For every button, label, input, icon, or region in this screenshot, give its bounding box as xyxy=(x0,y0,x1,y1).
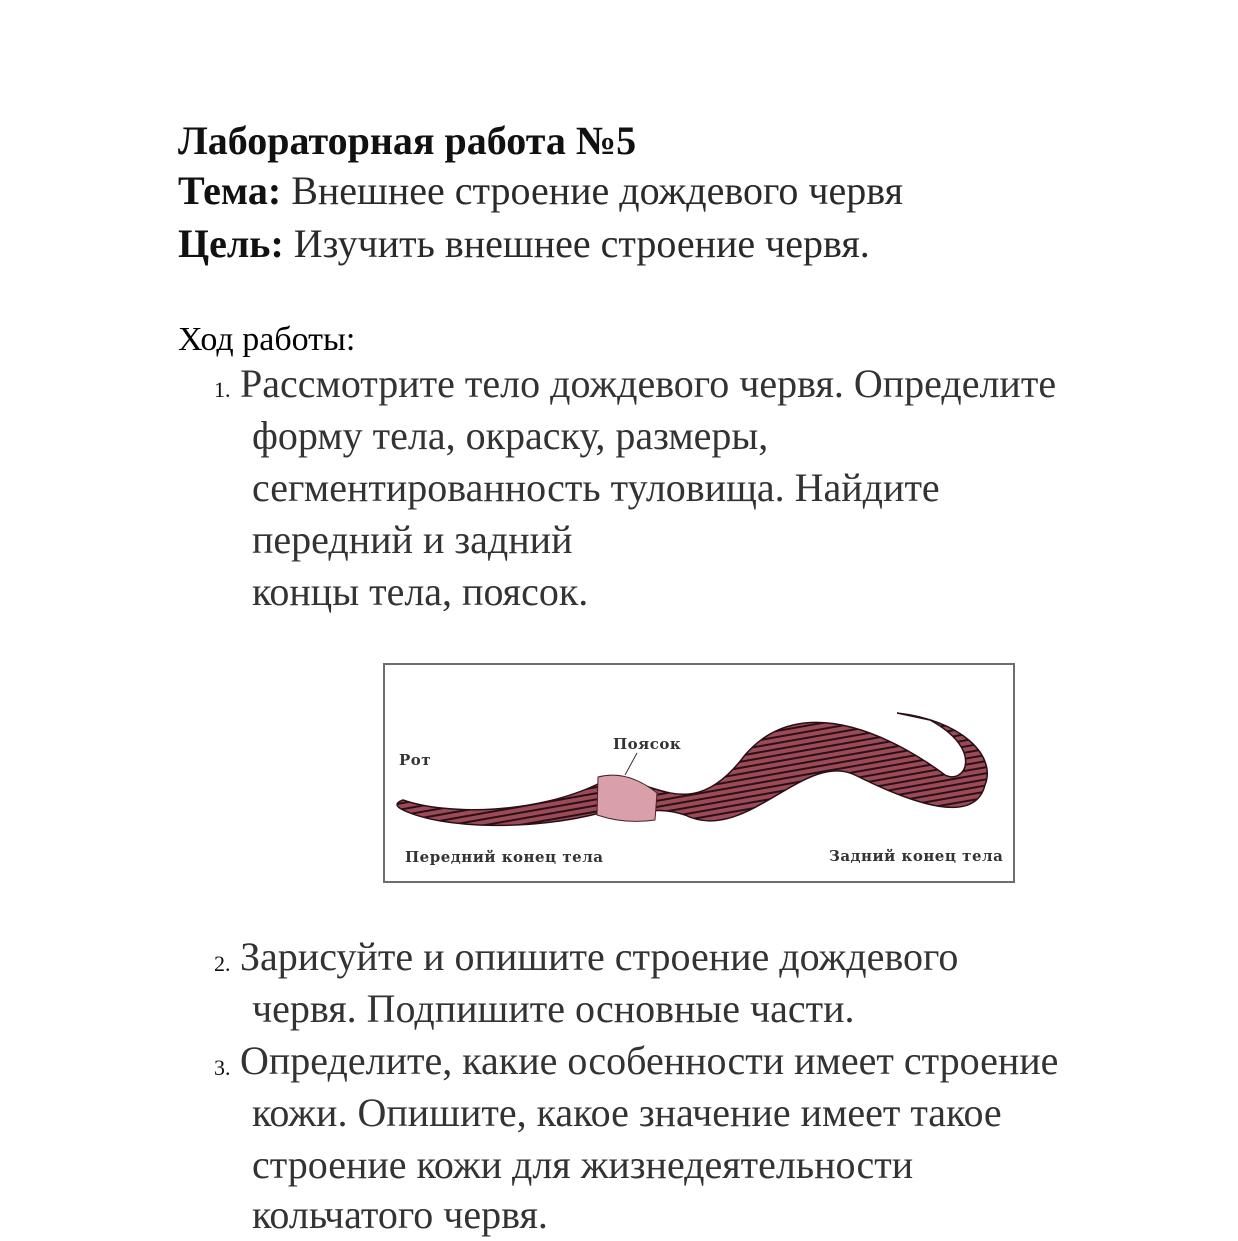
worm-belt xyxy=(597,775,657,821)
worm-body xyxy=(397,713,987,825)
step-1-line: передний и задний xyxy=(252,517,573,562)
step-1-line: концы тела, поясок. xyxy=(252,569,589,614)
step-3-line: Определите, какие особенности имеет строение xyxy=(240,1038,1059,1083)
topic-label: Тема: xyxy=(178,168,282,213)
step-number: 1. xyxy=(214,377,231,402)
procedure-heading: Ход работы: xyxy=(178,321,356,358)
page-title: Лабораторная работа №5 xyxy=(178,118,637,163)
step-2-line: червя. Подпишите основные части. xyxy=(252,986,855,1031)
step-1-line: Рассмотрите тело дождевого червя. Определите xyxy=(240,361,1057,406)
step-3-line: кольчатого червя. xyxy=(252,1192,548,1237)
step-1-line: форму тела, окраску, размеры, xyxy=(252,413,769,458)
goal-label: Цель: xyxy=(178,221,284,266)
belt-label: Поясок xyxy=(613,735,682,753)
earthworm-figure xyxy=(383,663,1015,883)
goal-value: Изучить внешнее строение червя. xyxy=(283,221,870,266)
step-3-line: кожи. Опишите, какое значение имеет такое xyxy=(252,1090,1002,1135)
step-number: 2. xyxy=(214,951,231,976)
goal-line xyxy=(178,219,870,269)
front-end-label: Передний конец тела xyxy=(405,848,604,866)
topic-value: Внешнее строение дождевого червя xyxy=(281,168,904,213)
mouth-label: Рот xyxy=(399,751,432,769)
step-number: 3. xyxy=(214,1055,231,1080)
step-2-line: Зарисуйте и опишите строение дождевого xyxy=(240,934,959,979)
step-1-line: сегментированность туловища. Найдите xyxy=(252,465,940,510)
back-end-label: Задний конец тела xyxy=(829,847,1004,865)
topic-line xyxy=(178,166,903,216)
belt-pointer xyxy=(625,753,637,775)
step-3-line: строение кожи для жизнедеятельности xyxy=(252,1142,914,1187)
